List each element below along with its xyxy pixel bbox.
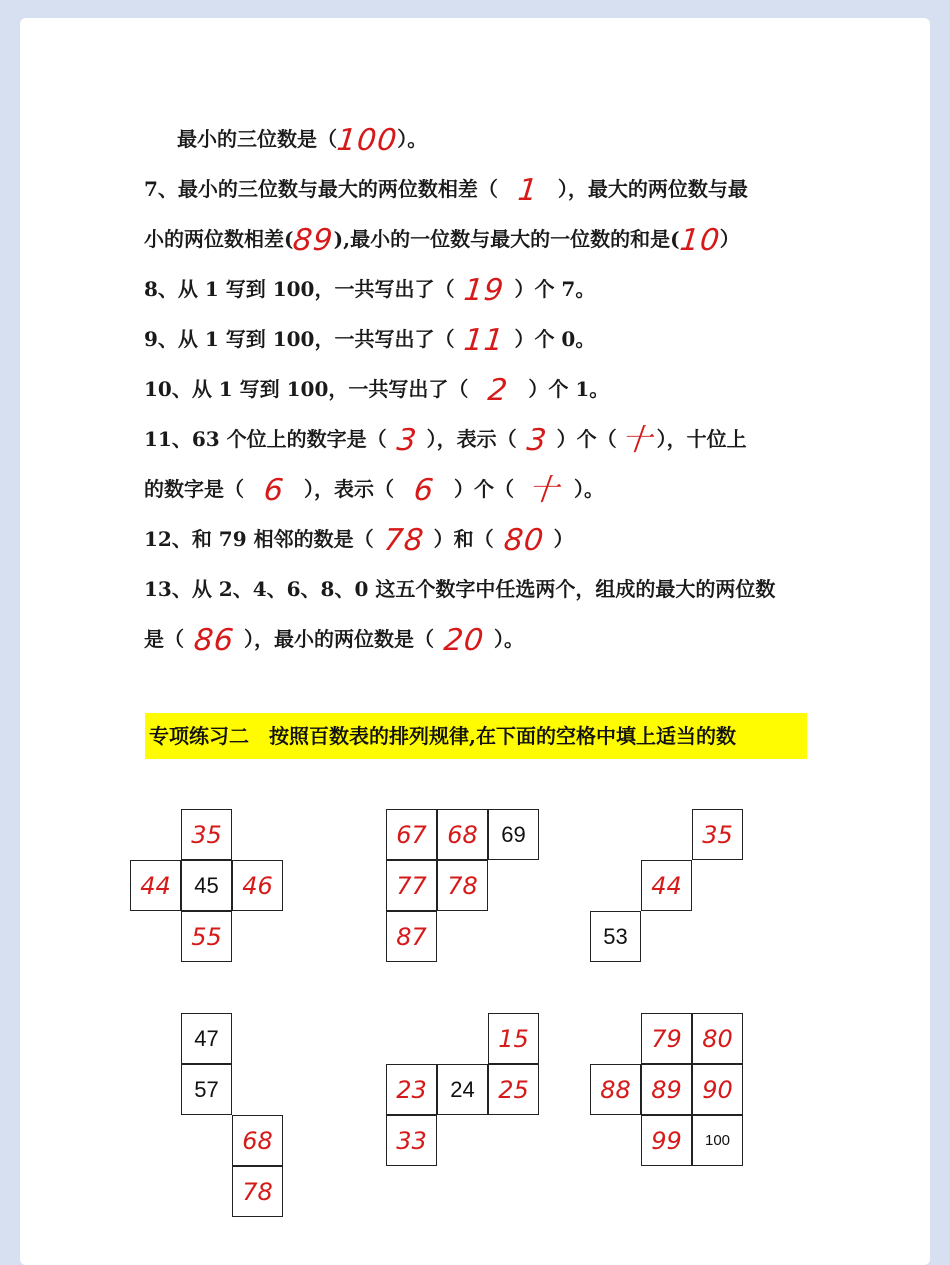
q10-suffix: ）个 1。 <box>528 377 610 401</box>
q11-mid1: ），表示（ <box>426 427 517 451</box>
q11-answer-2: 3 <box>524 423 549 458</box>
q13-answer-1: 86 <box>192 623 236 658</box>
q7-line2 <box>144 222 740 256</box>
q12-suffix: ） <box>553 527 574 551</box>
q7b-prefix: 小的两位数相差( <box>144 227 294 251</box>
p5-cell-23: 23 <box>386 1064 437 1115</box>
q13b-suffix: ）。 <box>494 627 524 651</box>
q10-answer: 2 <box>486 373 511 408</box>
p2-cell-78: 78 <box>437 860 488 911</box>
p5-cell-15: 15 <box>488 1013 539 1064</box>
q11-line1 <box>144 422 747 456</box>
q8 <box>144 272 595 306</box>
q7b-mid: ),最小的一位数与最大的一位数的和是( <box>333 227 680 251</box>
p6-cell-90: 90 <box>692 1064 743 1115</box>
p5-cell-33: 33 <box>386 1115 437 1166</box>
p1-center-cell: 45 <box>181 860 232 911</box>
q12-answer-1: 78 <box>381 523 426 558</box>
q7-answer-1: 1 <box>516 173 540 208</box>
p1-right-cell: 46 <box>232 860 283 911</box>
q7-prefix: 7、最小的三位数与最大的两位数相差（ <box>144 177 498 201</box>
p2-cell-67: 67 <box>386 809 437 860</box>
q11b-suffix: ）。 <box>574 477 604 501</box>
q8-suffix: ）个 7。 <box>514 277 596 301</box>
q12 <box>144 522 574 556</box>
q12-answer-2: 80 <box>501 523 546 558</box>
p3-cell-44: 44 <box>641 860 692 911</box>
p4-cell-57: 57 <box>181 1064 232 1115</box>
q11b-prefix: 的数字是（ <box>144 477 244 501</box>
q11-answer-1: 3 <box>394 423 419 458</box>
q9-suffix: ）个 0。 <box>514 327 596 351</box>
p4-cell-78: 78 <box>232 1166 283 1217</box>
worksheet-page <box>20 18 930 1265</box>
p4-cell-47: 47 <box>181 1013 232 1064</box>
q12-mid: ）和（ <box>433 527 494 551</box>
q13-line2 <box>144 622 524 656</box>
p5-cell-25: 25 <box>488 1064 539 1115</box>
section-title: 按照百数表的排列规律,在下面的空格中填上适当的数 <box>269 724 736 748</box>
q7-suffix: ），最大的两位数与最 <box>557 177 748 201</box>
section-banner <box>145 713 807 759</box>
q6-suffix: ）。 <box>397 127 428 151</box>
p6-cell-80: 80 <box>692 1013 743 1064</box>
q11-answer-5: 6 <box>412 473 436 508</box>
p6-cell-99: 99 <box>641 1115 692 1166</box>
p2-cell-87: 87 <box>386 911 437 962</box>
q6-prefix: 最小的三位数是（ <box>177 127 337 151</box>
q11-answer-4: 6 <box>262 473 286 508</box>
q12-prefix: 12、和 79 相邻的数是（ <box>144 527 374 551</box>
p6-cell-89: 89 <box>641 1064 692 1115</box>
q11-mid2: ）个（ <box>556 427 617 451</box>
q8-prefix: 8、从 1 写到 100，一共写出了（ <box>144 277 455 301</box>
p6-cell-79: 79 <box>641 1013 692 1064</box>
q10 <box>144 372 609 406</box>
p1-top-cell: 35 <box>181 809 232 860</box>
p6-cell-88: 88 <box>590 1064 641 1115</box>
q13b-mid: ），最小的两位数是（ <box>244 627 434 651</box>
q13-answer-2: 20 <box>442 623 486 658</box>
q7-answer-2: 89 <box>291 223 336 258</box>
q11b-mid2: ）个（ <box>454 477 514 501</box>
q9-prefix: 9、从 1 写到 100，一共写出了（ <box>144 327 455 351</box>
q10-prefix: 10、从 1 写到 100，一共写出了（ <box>144 377 469 401</box>
p2-cell-69: 69 <box>488 809 539 860</box>
q8-answer: 19 <box>462 273 507 308</box>
q9 <box>144 322 595 356</box>
q11-prefix: 11、63 个位上的数字是（ <box>144 427 387 451</box>
section-label: 专项练习二 <box>149 724 249 748</box>
p3-cell-53: 53 <box>590 911 641 962</box>
q11-answer-3: 十 <box>619 423 655 458</box>
p3-cell-35: 35 <box>692 809 743 860</box>
q6-answer: 100 <box>335 123 400 158</box>
q6-tail <box>177 122 427 156</box>
q13-text: 13、从 2、4、6、8、0 这五个数字中任选两个，组成的最大的两位数 <box>144 577 776 601</box>
q11-suffix: ），十位上 <box>656 427 747 451</box>
q9-answer: 11 <box>462 323 507 358</box>
p4-cell-68: 68 <box>232 1115 283 1166</box>
p1-left-cell: 44 <box>130 860 181 911</box>
p2-cell-68: 68 <box>437 809 488 860</box>
q7-line1 <box>144 172 748 206</box>
p5-cell-24: 24 <box>437 1064 488 1115</box>
q11b-mid1: ），表示（ <box>304 477 394 501</box>
p2-cell-77: 77 <box>386 860 437 911</box>
q13-line1 <box>144 572 775 606</box>
p6-cell-100: 100 <box>692 1115 743 1166</box>
q7b-suffix: ） <box>719 227 740 251</box>
q11-answer-6: 十 <box>526 473 562 508</box>
q13b-prefix: 是（ <box>144 627 184 651</box>
q7-answer-3: 10 <box>677 223 722 258</box>
p1-bottom-cell: 55 <box>181 911 232 962</box>
q11-line2 <box>144 472 604 506</box>
